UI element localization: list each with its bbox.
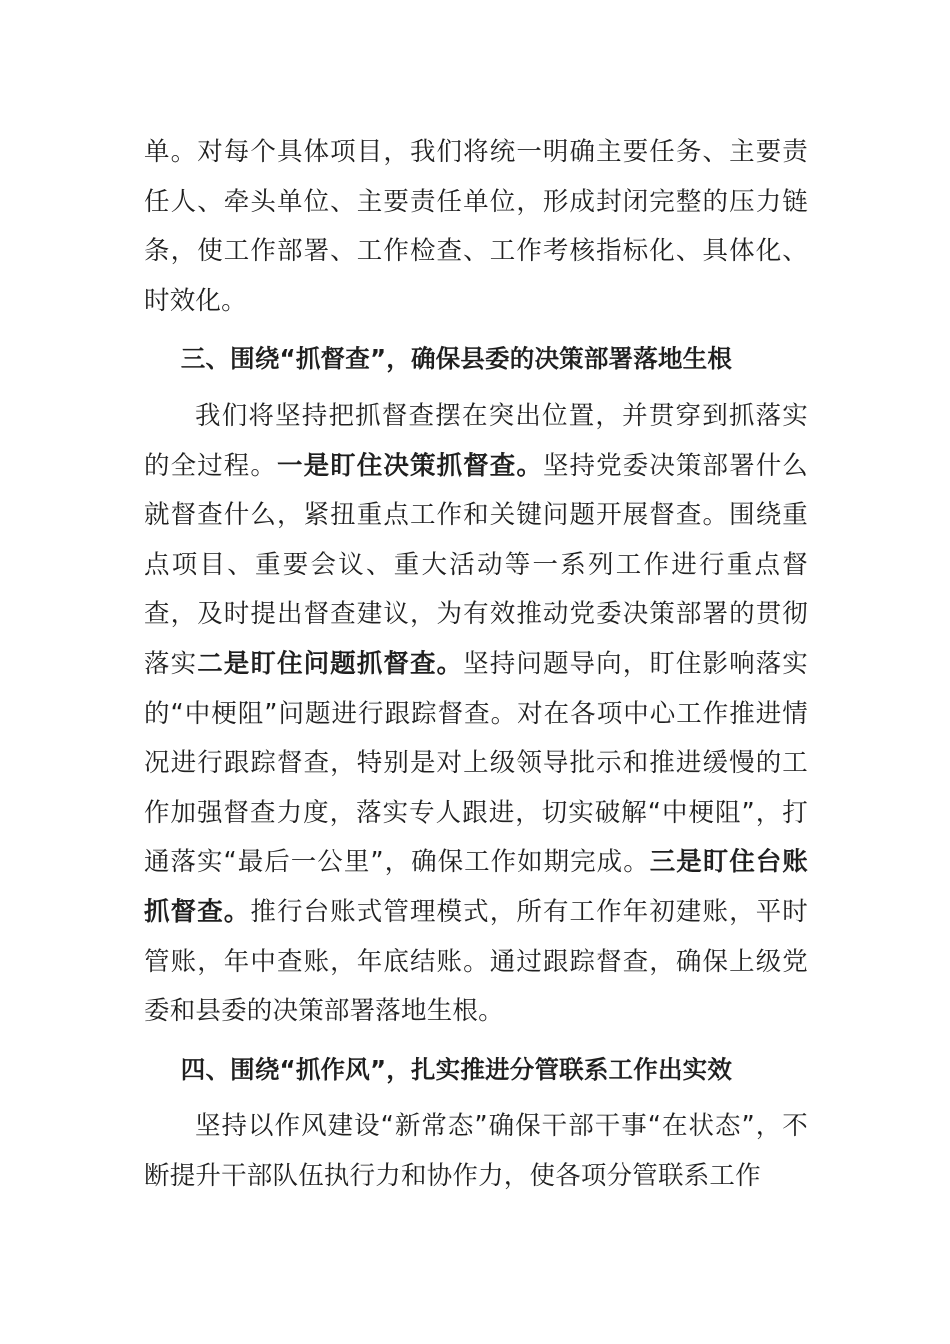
- section-4-heading-text: 四、围绕“抓作风”，扎实推进分管联系工作出实效: [180, 1054, 733, 1084]
- section-3-body: [144, 392, 808, 1037]
- section-4-intro: 坚持以作风建设“新常态”确保干部干事“在状态”，不断提升干部队伍执行力和协作力，使各项分管联系工作: [144, 1111, 808, 1191]
- point-3-bold: 三是盯住台账抓督查。: [144, 847, 808, 927]
- section-3-heading: [144, 334, 808, 384]
- point-2-bold: 二是盯住问题抓督查。: [197, 648, 464, 679]
- continuation-paragraph: [144, 128, 808, 326]
- point-1-bold: 一是盯住决策抓督查。: [276, 450, 543, 481]
- section-3-intro: 我们将坚持把抓督查摆在突出位置，并贯穿到抓落实的全过程。: [144, 400, 808, 481]
- section-4-body: [144, 1102, 808, 1201]
- document-body: [144, 128, 808, 1201]
- continuation-text: 单。对每个具体项目，我们将统一明确主要任务、主要责任人、牵头单位、主要责任单位，形成封闭完整的压力链条，使工作部署、工作检查、工作考核指标化、具体化、时效化。: [144, 137, 808, 316]
- section-3-heading-text: 三、围绕“抓督查”，确保县委的决策部署落地生根: [180, 344, 733, 374]
- point-1-text: 坚持党委决策部署什么就督查什么，紧扭重点工作和关键问题开展督查。围绕重点项目、重要会议、重大活动等一系列工作进行重点督查，及时提出督查建议，为有效推动党委决策部署的贯彻落实: [144, 450, 808, 679]
- point-3-text: 推行台账式管理模式，所有工作年初建账，平时管账，年中查账，年底结账。通过跟踪督查，确保上级党委和县委的决策部署落地生根。: [144, 896, 808, 1027]
- section-4-heading: [144, 1045, 808, 1095]
- point-2-text: 坚持问题导向，盯住影响落实的“中梗阻”问题进行跟踪督查。对在各项中心工作推进情况进行跟踪督查，特别是对上级领导批示和推进缓慢的工作加强督查力度，落实专人跟进，切实破解“中梗阻”，打通落实“最后一公里”，确保工作如期完成。: [144, 648, 808, 878]
